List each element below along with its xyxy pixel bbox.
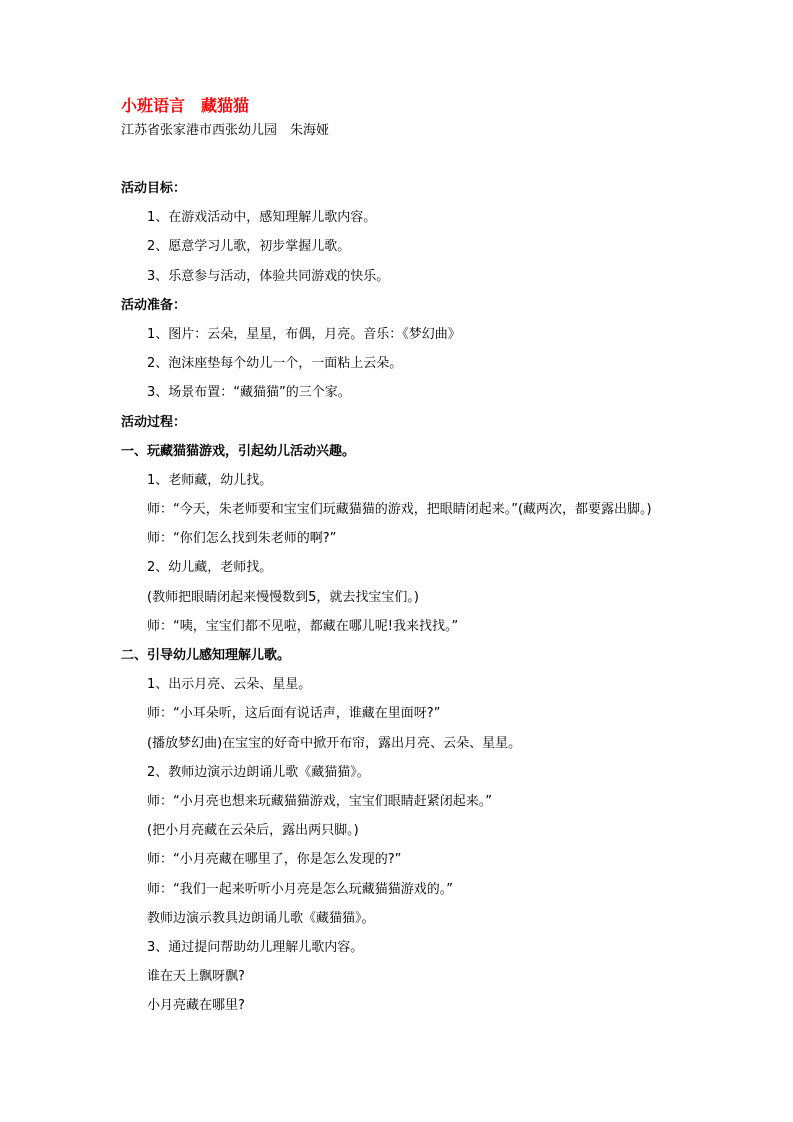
body-paragraph: 1、出示月亮、云朵、星星。 (147, 677, 312, 693)
section-heading: 活动目标： (121, 181, 187, 196)
body-paragraph: 谁在天上飘呀飘? (147, 969, 245, 985)
section-heading: 一、玩藏猫猫游戏，引起幼儿活动兴趣。 (121, 443, 356, 459)
section-heading: 二、引导幼儿感知理解儿歌。 (121, 648, 291, 663)
body-paragraph: 3、通过提问帮助幼儿理解儿歌内容。 (147, 939, 364, 955)
body-paragraph: 师：“小月亮也想来玩藏猫猫游戏，宝宝们眼睛赶紧闭起来。” (147, 793, 492, 809)
author-line: 江苏省张家港市西张幼儿园 朱海娅 (121, 123, 330, 138)
body-paragraph: 1、老师藏，幼儿找。 (147, 472, 273, 488)
body-paragraph: 3、乐意参与活动，体验共同游戏的快乐。 (147, 268, 390, 284)
body-paragraph: 1、图片：云朵，星星，布偶，月亮。音乐：《梦幻曲》 (147, 326, 461, 342)
body-paragraph: (把小月亮藏在云朵后，露出两只脚。) (147, 823, 359, 839)
body-paragraph: 2、愿意学习儿歌，初步掌握儿歌。 (147, 239, 351, 255)
body-paragraph: 师：“你们怎么找到朱老师的啊?” (147, 531, 337, 547)
body-paragraph: 师：“小耳朵听，这后面有说话声，谁藏在里面呀?” (147, 706, 441, 722)
body-paragraph: 1、在游戏活动中，感知理解儿歌内容。 (147, 210, 377, 226)
body-paragraph: 教师边演示教具边朗诵儿歌《藏猫猫》。 (147, 910, 375, 926)
body-paragraph: 2、泡沫座垫每个幼儿一个，一面粘上云朵。 (147, 356, 403, 372)
section-heading: 活动准备： (121, 297, 187, 313)
section-heading: 活动过程： (121, 414, 187, 430)
body-paragraph: 师：“咦，宝宝们都不见啦，都藏在哪儿呢!我来找找。” (147, 618, 459, 634)
document-body (121, 180, 761, 1026)
body-paragraph: (播放梦幻曲)在宝宝的好奇中掀开布帘，露出月亮、云朵、星星。 (147, 735, 522, 751)
document-title: 小班语言 藏猫猫 (121, 96, 250, 115)
body-paragraph: 师：“小月亮藏在哪里了，你是怎么发现的?” (147, 852, 402, 868)
body-paragraph: (教师把眼睛闭起来慢慢数到5，就去找宝宝们。) (147, 589, 419, 605)
body-paragraph: 2、教师边演示边朗诵儿歌《藏猫猫》。 (147, 764, 370, 780)
body-paragraph: 2、幼儿藏，老师找。 (147, 560, 273, 576)
body-paragraph: 师：“今天，朱老师要和宝宝们玩藏猫猫的游戏，把眼睛闭起来。”(藏两次，都要露出脚。) (147, 502, 652, 518)
body-paragraph: 师：“我们一起来听听小月亮是怎么玩藏猫猫游戏的。” (147, 881, 453, 897)
body-paragraph: 小月亮藏在哪里? (147, 998, 245, 1014)
body-paragraph: 3、场景布置：“藏猫猫”的三个家。 (147, 385, 351, 401)
